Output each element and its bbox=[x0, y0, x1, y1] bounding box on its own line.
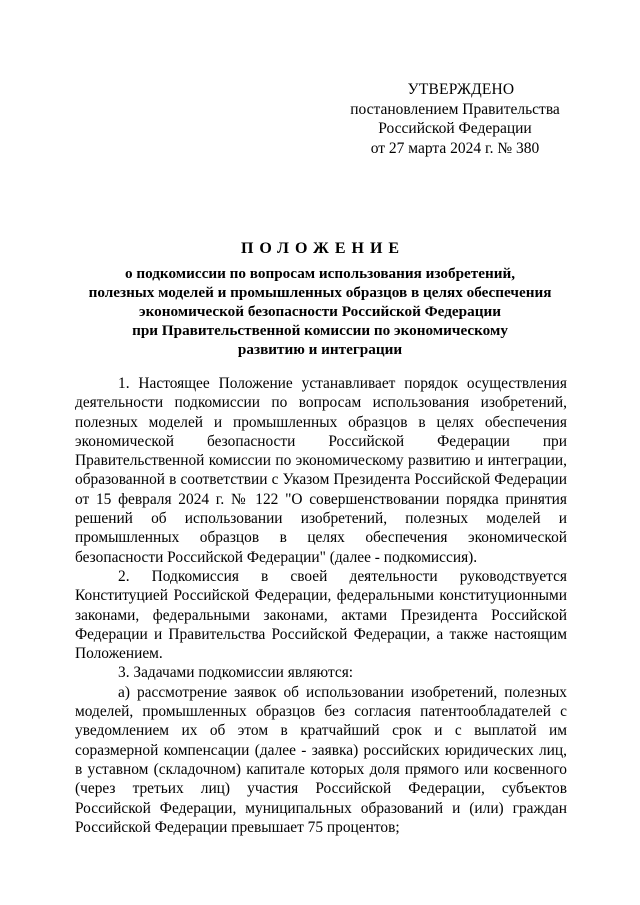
document-title bbox=[60, 264, 580, 359]
document-title-line: экономической безопасности Российской Федерации bbox=[139, 303, 501, 320]
paragraph-3a: а) рассмотрение заявок об использовании изобретений, полезных моделей, промышленных образцов без согласия патентообладателей с уведомлением их об этом в кратчайший срок и с выплатой им соразмерной компенсации (далее - заявка) российских юридических лиц, в уставном (складочном) капитале которых доля прямого или косвенного (через третьих лиц) участия Российской Федерации, субъектов Российской Федерации, муниципальных образований и (или) граждан Российской Федерации превышает 75 процентов; bbox=[75, 683, 567, 836]
document-title-line: развитию и интеграции bbox=[237, 341, 403, 358]
document-title-line: при Правительственной комиссии по экономическому bbox=[132, 322, 508, 339]
paragraph-1: 1. Настоящее Положение устанавливает порядок осуществления деятельности подкомиссии по вопросам использования изобретений, полезных моделей и промышленных образцов в целях обеспечения экономической безопасности Российской Федерации при Правительственной комиссии по экономическому развитию и интеграции, образованной в соответствии с Указом Президента Российской Федерации от 15 февраля 2024 г. № 122 "О совершенствовании порядка принятия решений об использовании изобретений, полезных моделей и промышленных образцов в целях обеспечения экономической безопасности Российской Федерации" (далее - подкомиссия). bbox=[75, 375, 567, 566]
approval-heading: УТВЕРЖДЕНО bbox=[407, 81, 515, 98]
document-type-heading: ПОЛОЖЕНИЕ bbox=[240, 240, 406, 257]
paragraph-2: 2. Подкомиссия в своей деятельности руководствуется Конституцией Российской Федерации, федеральными конституционными законами, федеральными законами, актами Президента Российской Федерации и Правительства Российской Федерации, а также настоящим Положением. bbox=[75, 567, 567, 663]
document-body bbox=[75, 374, 567, 837]
document-title-line: о подкомиссии по вопросам использования изобретений, bbox=[124, 265, 516, 282]
document-title-line: полезных моделей и промышленных образцов в целях обеспечения bbox=[88, 284, 552, 301]
approval-country-line: Российской Федерации bbox=[378, 120, 532, 137]
approval-date-number: от 27 марта 2024 г. № 380 bbox=[370, 139, 540, 157]
paragraph-3: 3. Задачами подкомиссии являются: bbox=[118, 664, 354, 682]
approval-block bbox=[300, 80, 610, 158]
approval-decree-line: постановлением Правительства bbox=[350, 100, 560, 118]
